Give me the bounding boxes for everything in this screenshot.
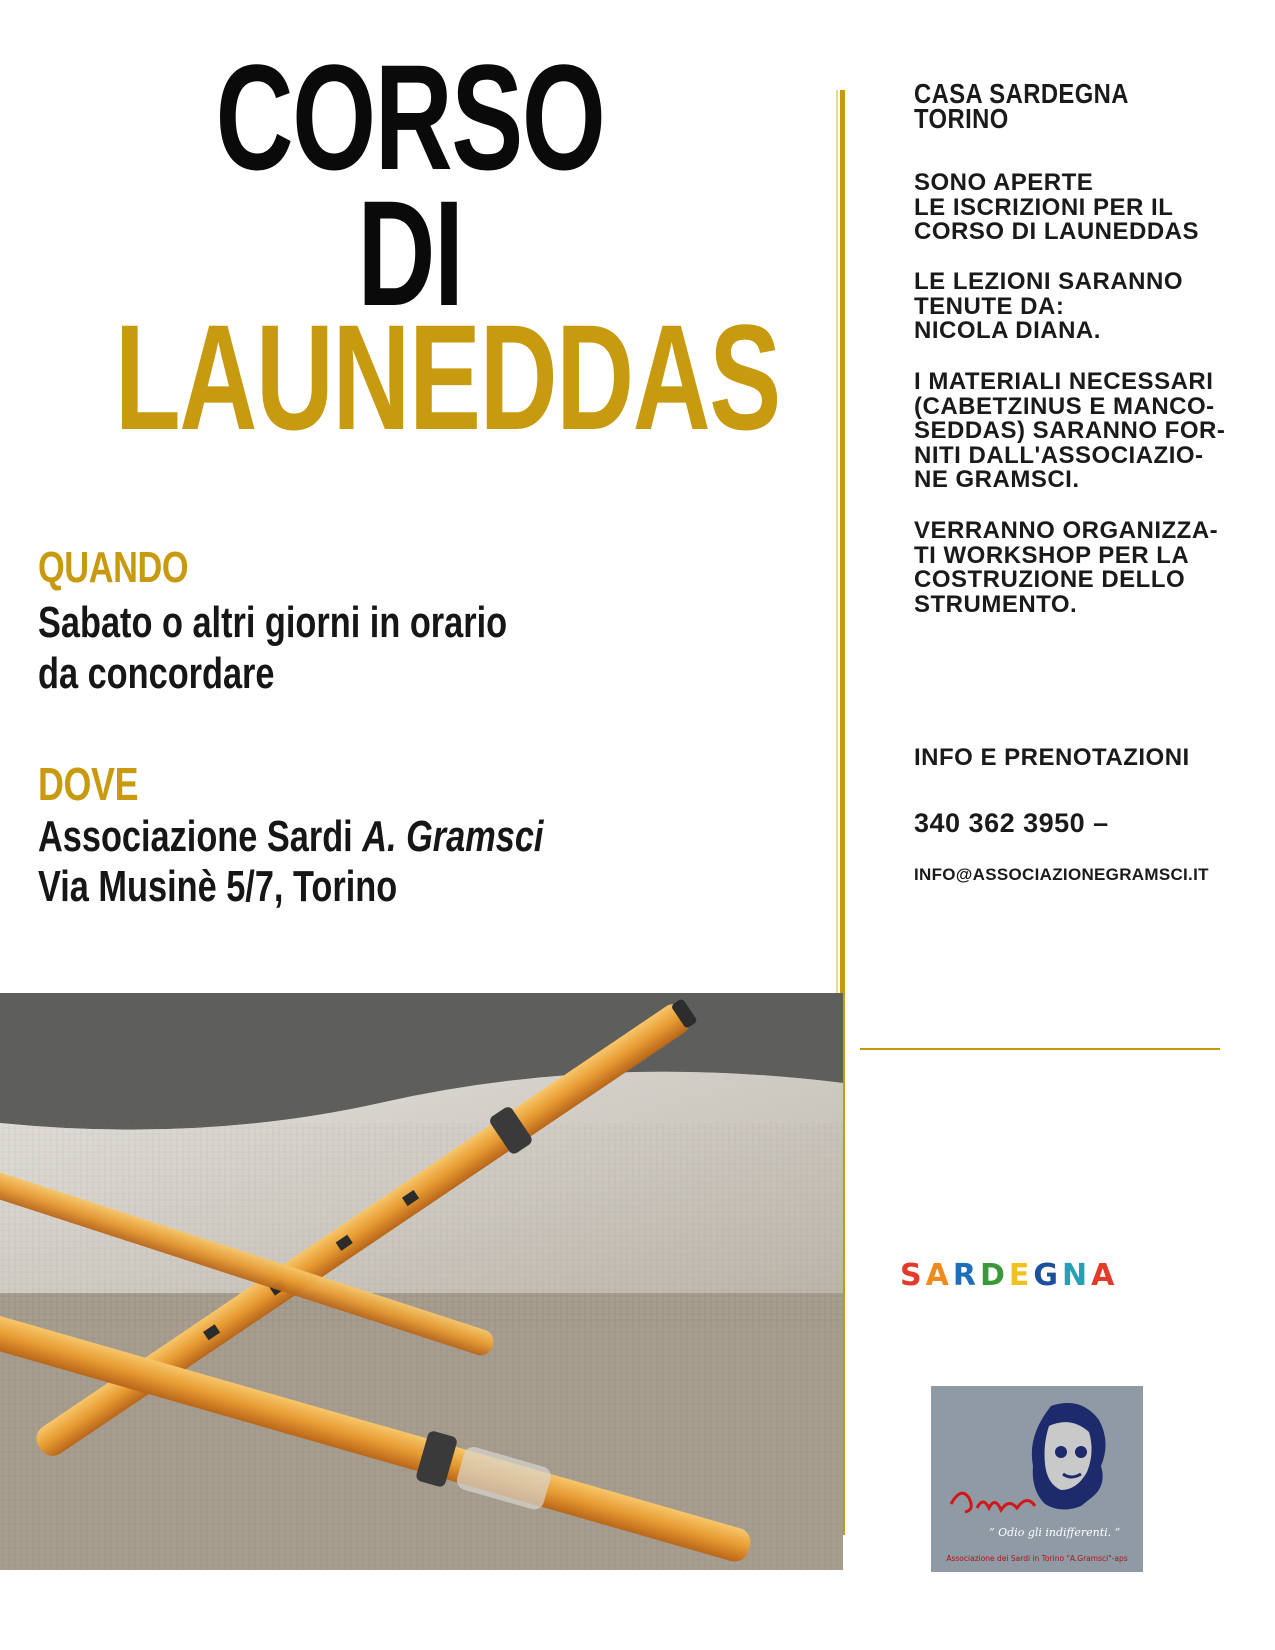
sidebar-line: VERRANNO ORGANIZZA- xyxy=(914,517,1219,544)
sidebar-paragraph-enrollment xyxy=(914,171,1199,245)
sardegna-letter: E xyxy=(1008,1258,1034,1293)
when-line-2: da concordare xyxy=(38,649,275,698)
sidebar-line: LE LEZIONI SARANNO xyxy=(914,268,1184,295)
sidebar-line: SEDDAS) SARANNO FOR- xyxy=(914,417,1226,444)
when-label: QUANDO xyxy=(38,543,189,592)
title-line-di: DI xyxy=(357,169,463,337)
where-address: Via Musinè 5/7, Torino xyxy=(38,862,398,911)
gramsci-portrait-icon xyxy=(931,1386,1143,1572)
sidebar-line: CORSO DI LAUNEDDAS xyxy=(914,218,1200,245)
email-address: INFO@ASSOCIAZIONEGRAMSCI.IT xyxy=(914,865,1209,884)
sidebar-line: I MATERIALI NECESSARI xyxy=(914,368,1214,395)
sardegna-letter: N xyxy=(1061,1258,1092,1293)
sidebar-line: TENUTE DA: xyxy=(914,292,1065,320)
sidebar-heading: CASA SARDEGNA TORINO xyxy=(914,78,1129,134)
sardegna-letter: R xyxy=(952,1258,980,1293)
phone-number: 340 362 3950 – xyxy=(914,808,1109,838)
sardegna-logo xyxy=(900,1258,1118,1293)
sidebar-line: SONO APERTE xyxy=(914,169,1094,196)
sidebar-line: COSTRUZIONE DELLO xyxy=(914,566,1186,593)
launeddas-photo xyxy=(0,993,843,1570)
sidebar-line: NE GRAMSCI. xyxy=(914,466,1080,493)
sidebar-line: (CABETZINUS E MANCO- xyxy=(914,392,1215,420)
sardegna-letter: S xyxy=(900,1258,926,1293)
where-line-1 xyxy=(38,811,543,862)
where-association-gramsci: A. Gramsci xyxy=(362,812,544,861)
sardegna-letter: D xyxy=(979,1258,1009,1293)
gramsci-association-name: Associazione dei Sardi in Torino "A.Gramsci"-aps xyxy=(946,1554,1128,1563)
sardegna-letter: G xyxy=(1033,1258,1062,1293)
sardegna-letter: A xyxy=(1091,1258,1119,1293)
sidebar-line: NICOLA DIANA. xyxy=(914,317,1101,344)
where-label: DOVE xyxy=(38,758,139,810)
title-line-launeddas: LAUNEDDAS xyxy=(114,293,780,461)
where-association-name: Associazione Sardi xyxy=(38,812,363,861)
sardegna-letter: A xyxy=(925,1258,953,1293)
sidebar-line: STRUMENTO. xyxy=(914,590,1078,618)
gramsci-quote: ” Odio gli indifferenti. “ xyxy=(989,1526,1121,1539)
title-line-corso: CORSO xyxy=(215,33,605,201)
info-label: INFO E PRENOTAZIONI xyxy=(914,744,1190,771)
sidebar-line: LE ISCRIZIONI PER IL xyxy=(914,193,1174,221)
gramsci-association-logo xyxy=(931,1386,1143,1572)
horizontal-divider xyxy=(860,1048,1220,1050)
when-line-1: Sabato o altri giorni in orario xyxy=(38,598,508,647)
sidebar-line: TI WORKSHOP PER LA xyxy=(914,541,1190,569)
sidebar-line: NITI DALL'ASSOCIAZIO- xyxy=(914,441,1204,469)
sidebar-paragraph-teacher xyxy=(914,270,1183,344)
sidebar-paragraph-workshop xyxy=(914,519,1218,617)
sidebar-paragraph-materials xyxy=(914,370,1225,493)
